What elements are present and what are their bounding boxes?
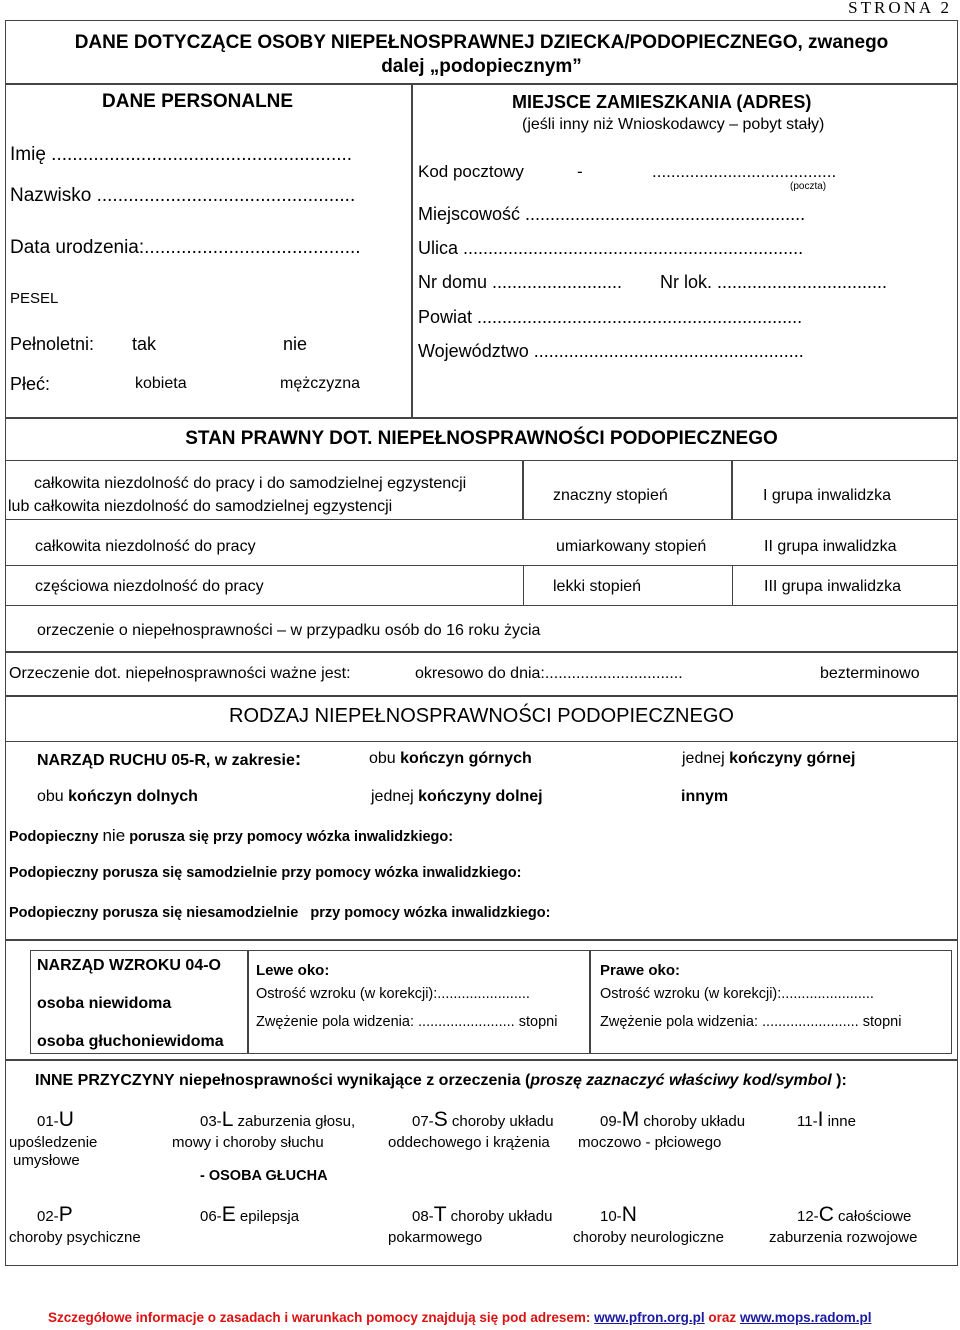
code-02-num: 02-: [37, 1208, 59, 1225]
code-06-num: 06-: [200, 1208, 222, 1225]
kod-pocztowy-label: Kod pocztowy: [418, 162, 524, 181]
ulica-field[interactable]: Ulica ....................................................................: [418, 238, 804, 258]
code-02-letter: P: [58, 1203, 73, 1226]
address-subtitle: (jeśli inny niż Wnioskodawcy – pobyt stały): [522, 116, 825, 133]
page-label: STRONA 2: [848, 0, 952, 17]
vision-title: NARZĄD WZROKU 04-O: [37, 957, 221, 974]
other-title: [35, 1072, 847, 1090]
pelnoletni-label: Pełnoletni:: [10, 334, 95, 354]
other-title-a: INNE PRZYCZYNY: [35, 1072, 175, 1089]
code-06-t1: epilepsja: [235, 1208, 300, 1225]
code-10[interactable]: [600, 1203, 637, 1227]
opt-jednej-konczyny-gornej[interactable]: [682, 750, 855, 768]
code-03-num: 03-: [200, 1113, 222, 1130]
legal-divider-2: [5, 565, 958, 566]
code-10-letter: N: [621, 1203, 637, 1226]
code-02[interactable]: [37, 1203, 73, 1227]
personal-title: DANE PERSONALNE: [102, 91, 294, 112]
vision-niewidoma[interactable]: osoba niewidoma: [37, 995, 172, 1012]
legal-title: STAN PRAWNY DOT. NIEPEŁNOSPRAWNOŚCI PODOPIECZNEGO: [185, 428, 778, 449]
code-12-t1: całościowe: [833, 1208, 912, 1225]
validity-bezterminowo[interactable]: bezterminowo: [820, 665, 920, 682]
code-01-letter: U: [58, 1108, 74, 1131]
legal-row1-line1[interactable]: całkowita niezdolność do pracy i do samodzielnej egzystencji: [34, 475, 467, 492]
code-09-letter: M: [621, 1108, 640, 1131]
nr-lok-field[interactable]: Nr lok. ..................................: [660, 272, 888, 292]
vision-gluchoniewidoma[interactable]: osoba głuchoniewidoma: [37, 1033, 224, 1050]
code-07[interactable]: [412, 1108, 554, 1132]
code-12-letter: C: [818, 1203, 834, 1226]
vision-prawe-label: Prawe oko:: [600, 962, 681, 979]
code-07-letter: S: [433, 1108, 448, 1131]
code-08-letter: T: [433, 1203, 447, 1226]
legal-vdiv-b: [732, 565, 733, 605]
data-urodzenia-field[interactable]: Data urodzenia:.........................................: [10, 237, 361, 258]
code-02-l2: choroby psychiczne: [9, 1229, 141, 1246]
wheelchair-assisted[interactable]: [9, 905, 550, 921]
code-09[interactable]: [600, 1108, 745, 1132]
plec-kobieta[interactable]: kobieta: [135, 375, 187, 392]
code-08-t1: choroby układu: [446, 1208, 553, 1225]
opt-obu-prefix-2: obu: [37, 788, 64, 805]
opt-konczyny-dolnej: kończyny dolnej: [418, 788, 543, 805]
legal-row3-degree[interactable]: lekki stopień: [553, 578, 642, 595]
plec-mezczyzna[interactable]: mężczyzna: [280, 375, 361, 392]
poczta-label: (poczta): [790, 181, 827, 192]
opt-obu-konczyn-gornych[interactable]: [369, 750, 532, 768]
code-03-l3: - OSOBA GŁUCHA: [200, 1168, 328, 1184]
code-09-l2: moczowo - płciowego: [578, 1134, 722, 1151]
poczta-field[interactable]: .......................................: [652, 162, 837, 181]
ruch-colon: :: [294, 749, 302, 770]
wojewodztwo-field[interactable]: Województwo ......................................................: [418, 341, 804, 361]
opt-jednej-prefix-2: jednej: [371, 788, 414, 805]
wheelchair-no[interactable]: [9, 826, 453, 846]
validity-okresowo[interactable]: okresowo do dnia:...............................: [415, 665, 683, 682]
wheel1-nie: nie: [102, 826, 126, 845]
opt-innym[interactable]: innym: [681, 788, 729, 805]
other-title-d: ):: [831, 1072, 847, 1089]
header-line1: DANE DOTYCZĄCE OSOBY NIEPEŁNOSPRAWNEJ DZIECKA/PODOPIECZNEGO, zwanego: [74, 32, 889, 53]
legal-box: [5, 418, 958, 652]
code-01-l2: umysłowe: [13, 1152, 80, 1169]
validity-label: Orzeczenie dot. niepełnosprawności ważne jest:: [9, 665, 351, 682]
header-line2: dalej „podopiecznym”: [381, 56, 582, 77]
opt-konczyn-gornych: kończyn górnych: [400, 750, 532, 767]
code-08-l2: pokarmowego: [388, 1229, 483, 1246]
wheel1-b: porusza się przy pomocy wózka inwalidzkiego:: [129, 829, 454, 845]
footer-link-pfron[interactable]: www.pfron.org.pl: [594, 1310, 705, 1325]
code-10-num: 10-: [600, 1208, 622, 1225]
code-03-letter: L: [221, 1108, 234, 1131]
code-07-l2: oddechowego i krążenia: [388, 1134, 550, 1151]
nazwisko-field[interactable]: Nazwisko .................................................: [10, 185, 356, 206]
code-06-letter: E: [221, 1203, 236, 1226]
pelnoletni-nie[interactable]: nie: [283, 334, 308, 354]
wheel3-b: przy pomocy wózka inwalidzkiego:: [310, 905, 551, 921]
code-08[interactable]: [412, 1203, 552, 1227]
kod-pocztowy-dash[interactable]: -: [577, 162, 583, 181]
legal-divider-3: [5, 605, 958, 606]
legal-row4[interactable]: orzeczenie o niepełnosprawności – w przypadku osób do 16 roku życia: [37, 622, 541, 639]
code-11-t1: inne: [823, 1113, 856, 1130]
type-title: RODZAJ NIEPEŁNOSPRAWNOŚCI PODOPIECZNEGO: [229, 705, 734, 727]
code-10-l2: choroby neurologiczne: [573, 1229, 724, 1246]
legal-row1-group[interactable]: I grupa inwalidzka: [763, 487, 892, 504]
wheel1-a: Podopieczny: [9, 829, 99, 845]
pelnoletni-tak[interactable]: tak: [132, 334, 157, 354]
nr-domu-field[interactable]: Nr domu ..........................: [418, 272, 623, 292]
code-01-l1: upośledzenie: [9, 1134, 98, 1151]
ruch-label-text: NARZĄD RUCHU 05-R, w zakresie: [37, 752, 295, 769]
code-08-num: 08-: [412, 1208, 434, 1225]
code-09-t1: choroby układu: [639, 1113, 746, 1130]
legal-row2-left[interactable]: całkowita niezdolność do pracy: [35, 538, 256, 555]
type-title-divider: [5, 741, 958, 742]
code-12-l2: zaburzenia rozwojowe: [769, 1229, 918, 1246]
other-title-c: proszę zaznaczyć właściwy kod/symbol: [530, 1072, 832, 1089]
ruch-label: [37, 749, 301, 771]
footer-oraz: oraz: [704, 1310, 740, 1325]
code-11-num: 11-: [797, 1113, 818, 1130]
pesel-label: PESEL: [10, 290, 59, 307]
vision-lewe-ostrosc[interactable]: Ostrość wzroku (w korekcji):.......................: [256, 986, 530, 1002]
wheelchair-self[interactable]: Podopieczny porusza się samodzielnie przy pomocy wózka inwalidzkiego:: [9, 865, 522, 881]
code-11-letter: I: [817, 1108, 824, 1131]
miejscowosc-field[interactable]: Miejscowość ........................................................: [418, 204, 806, 224]
plec-label: Płeć:: [10, 374, 51, 394]
address-title: MIEJSCE ZAMIESZKANIA (ADRES): [512, 92, 812, 112]
code-07-num: 07-: [412, 1113, 434, 1130]
imie-field[interactable]: Imię .........................................................: [10, 144, 353, 165]
vision-prawe-zwezenie[interactable]: Zwężenie pola widzenia: ........................ stopni: [600, 1014, 902, 1030]
powiat-field[interactable]: Powiat .................................................................: [418, 307, 803, 327]
legal-row3-group[interactable]: III grupa inwalidzka: [764, 578, 901, 595]
vision-prawe-ostrosc[interactable]: Ostrość wzroku (w korekcji):.......................: [600, 986, 874, 1002]
opt-jednej-prefix: jednej: [682, 750, 725, 767]
code-09-num: 09-: [600, 1113, 622, 1130]
type-box: [5, 696, 958, 940]
vision-lewe-zwezenie[interactable]: Zwężenie pola widzenia: ........................ stopni: [256, 1014, 558, 1030]
opt-obu-konczyn-dolnych[interactable]: [37, 788, 198, 806]
code-12-num: 12-: [797, 1208, 819, 1225]
footer-info: [48, 1310, 871, 1325]
code-01-num: 01-: [37, 1113, 59, 1130]
wheel3-a: Podopieczny porusza się niesamodzielnie: [9, 905, 299, 921]
code-01[interactable]: [37, 1108, 74, 1132]
code-07-t1: choroby układu: [447, 1113, 554, 1130]
legal-row1-degree[interactable]: znaczny stopień: [553, 487, 668, 504]
other-title-b: niepełnosprawności wynikające z orzeczenia (: [179, 1072, 531, 1089]
code-03-l2: mowy i choroby słuchu: [172, 1134, 324, 1151]
opt-obu-prefix: obu: [369, 750, 396, 767]
legal-row2-degree[interactable]: umiarkowany stopień: [556, 538, 707, 555]
code-06[interactable]: [200, 1203, 299, 1227]
legal-row2-group[interactable]: II grupa inwalidzka: [764, 538, 897, 555]
code-03-t1: zaburzenia głosu,: [233, 1113, 356, 1130]
opt-konczyn-dolnych: kończyn dolnych: [68, 788, 198, 805]
footer-link-mops[interactable]: www.mops.radom.pl: [739, 1310, 872, 1325]
code-11[interactable]: [797, 1108, 856, 1132]
legal-row1-line2[interactable]: lub całkowita niezdolność do samodzielnej egzystencji: [8, 498, 393, 515]
opt-konczyny-gornej: kończyny górnej: [729, 750, 856, 767]
legal-row3-left[interactable]: częściowa niezdolność do pracy: [35, 578, 264, 595]
legal-vdiv-a: [523, 565, 524, 605]
code-03[interactable]: [200, 1108, 355, 1132]
code-12[interactable]: [797, 1203, 911, 1227]
opt-jednej-konczyny-dolnej[interactable]: [371, 788, 543, 806]
vision-lewe-label: Lewe oko:: [256, 962, 330, 979]
footer-text: Szczegółowe informacje o zasadach i warunkach pomocy znajdują się pod adresem:: [48, 1310, 595, 1325]
